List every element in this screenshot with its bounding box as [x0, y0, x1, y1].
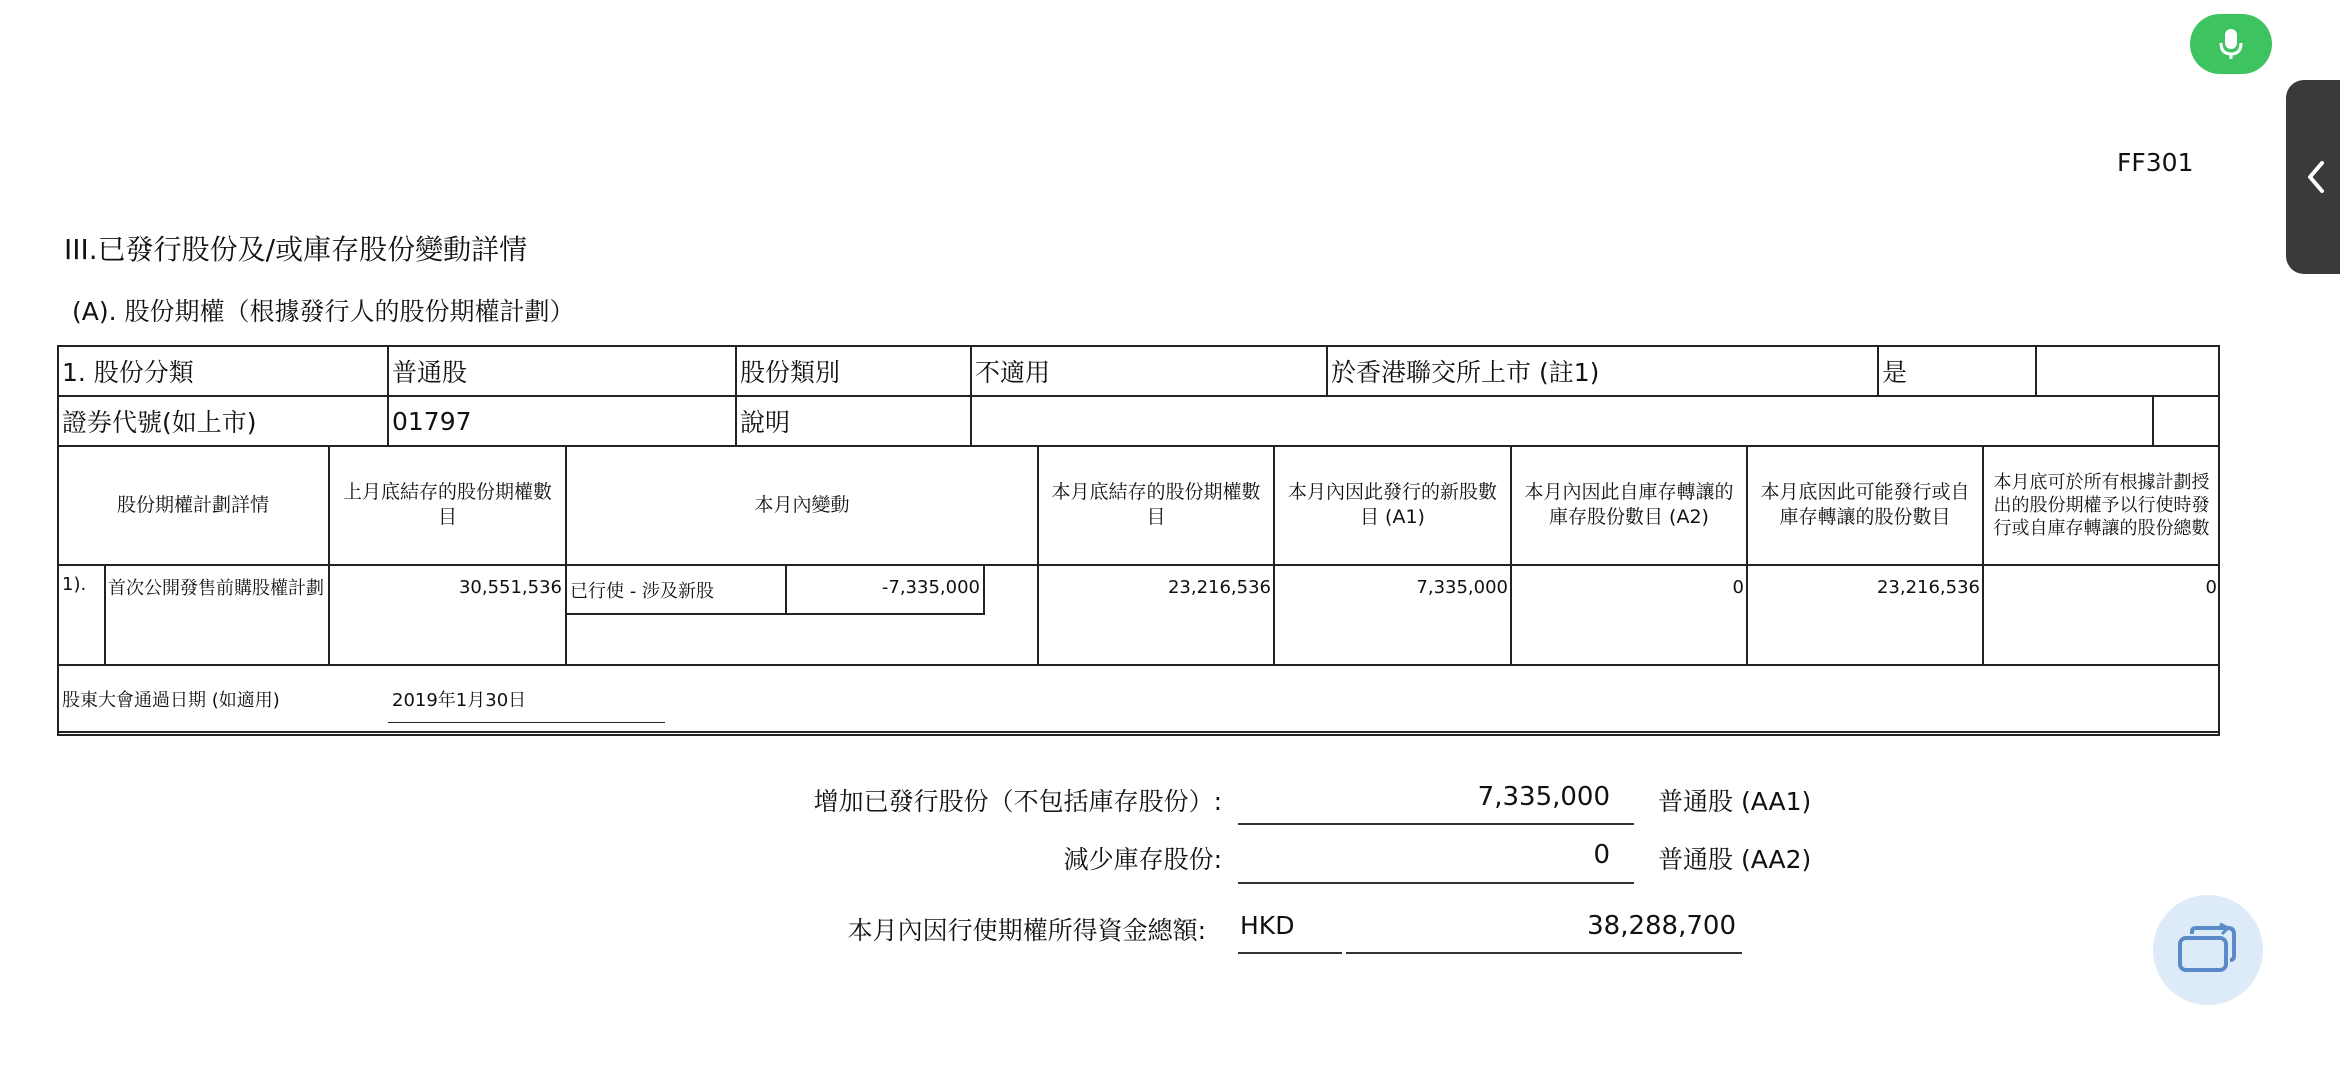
proceeds-currency: HKD [1240, 911, 1295, 940]
sub-title: (A). 股份期權（根據發行人的股份期權計劃） [72, 297, 575, 326]
movement-value: -7,335,000 [881, 577, 980, 598]
description-value [971, 395, 2151, 447]
header-treasury-a2: 本月內因此自庫存轉讓的庫存股份數目 (A2) [1524, 481, 1734, 528]
decrease-treasury-label: 減少庫存股份: [1063, 845, 1222, 874]
new-shares-a1-value: 7,335,000 [1416, 577, 1508, 598]
stock-code-label: 證券代號(如上市) [62, 408, 257, 437]
window-switch-button[interactable] [2153, 895, 2263, 1005]
chevron-left-icon [2304, 159, 2328, 195]
share-type-value: 不適用 [975, 358, 1051, 387]
movement-type: 已行使 - 涉及新股 [570, 581, 714, 602]
description-label: 說明 [740, 408, 791, 437]
end-balance-value: 23,216,536 [1167, 577, 1271, 598]
header-movement: 本月內變動 [754, 493, 850, 516]
voice-input-button[interactable] [2190, 14, 2272, 74]
agm-label: 股東大會通過日期 (如適用) [62, 690, 280, 711]
header-total-issuable: 本月底可於所有根據計劃授出的股份期權予以行使時發行或自庫存轉讓的股份總數 [1993, 471, 2210, 539]
decrease-treasury-value: 0 [1593, 840, 1610, 870]
listed-label: 於香港聯交所上市 (註1) [1331, 358, 1600, 387]
plan-name: 首次公開發售前購股權計劃 [108, 578, 324, 599]
prev-balance-value: 30,551,536 [458, 577, 562, 598]
share-class-value: 普通股 [392, 358, 468, 387]
stock-code-value: 01797 [392, 406, 472, 436]
increase-issued-label: 增加已發行股份（不包括庫存股份）: [813, 787, 1222, 816]
section-title: III.已發行股份及/或庫存股份變動詳情 [64, 233, 528, 266]
side-panel-handle[interactable] [2286, 80, 2340, 274]
agm-date: 2019年1月30日 [392, 690, 527, 711]
form-code: FF301 [2117, 148, 2194, 177]
possible-issue-value: 23,216,536 [1876, 577, 1980, 598]
proceeds-label: 本月內因行使期權所得資金總額: [847, 916, 1206, 945]
share-type-label: 股份類別 [740, 358, 841, 387]
listed-value: 是 [1882, 358, 1908, 387]
share-class-label: 1. 股份分類 [62, 358, 194, 387]
proceeds-value: 38,288,700 [1587, 911, 1736, 941]
window-switch-icon [2176, 922, 2240, 978]
increase-issued-value: 7,335,000 [1477, 782, 1610, 812]
row-index: 1). [62, 574, 87, 595]
header-prev-balance: 上月底結存的股份期權數目 [342, 481, 552, 528]
total-issuable-value: 0 [2205, 577, 2217, 598]
header-plan-details: 股份期權計劃詳情 [116, 493, 269, 516]
microphone-icon [2218, 27, 2244, 61]
decrease-treasury-unit: 普通股 (AA2) [1658, 845, 1812, 874]
increase-issued-unit: 普通股 (AA1) [1658, 787, 1812, 816]
treasury-a2-value: 0 [1732, 577, 1744, 598]
header-possible-issue: 本月底因此可能發行或自庫存轉讓的股份數目 [1760, 481, 1970, 528]
header-new-shares-a1: 本月內因此發行的新股數目 (A1) [1287, 481, 1497, 528]
header-end-balance: 本月底結存的股份期權數目 [1051, 481, 1261, 528]
